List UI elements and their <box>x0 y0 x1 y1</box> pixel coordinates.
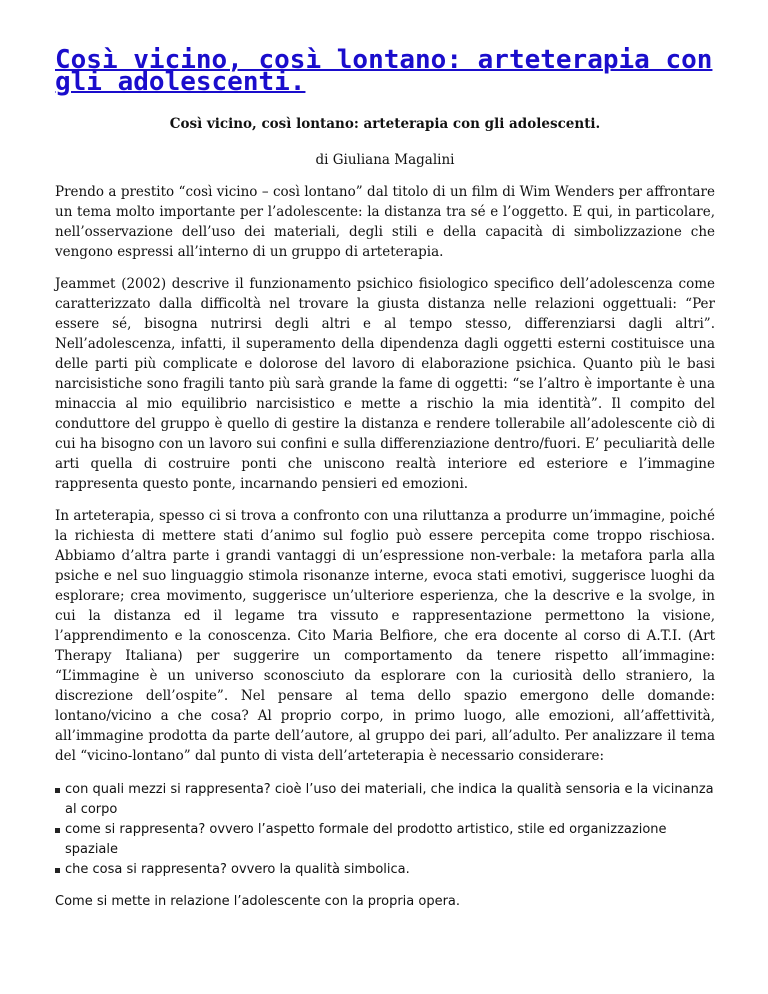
document-page <box>55 0 715 912</box>
considerations-list <box>55 780 715 880</box>
closing-paragraph: Come si mette in relazione l’adolescente con la propria opera. <box>55 894 461 909</box>
article-author: di Giuliana Magalini <box>315 152 455 168</box>
paragraph-2: Jeammet (2002) descrive il funzionamento psichico fisiologico specifico dell’adolescenza come caratterizzato dalla difficoltà nel trovare la giusta distanza nelle relazioni oggettuali: “Per essere sé, bisogna nutrirsi degli altri e al tempo stesso, differenziarsi dagli altri”. Nell’adolescenza, infatti, il superamento della dipendenza dagli oggetti esterni costituisce una delle parti più complicate e dolorose del lavoro di elaborazione psichica. Quanto più le basi narcisistiche sono fragili tanto più sarà grande la fame di oggetti: “se l’altro è importante è una minaccia al mio equilibrio narcisistico e mette a rischio la mia identità”. Il compito del conduttore del gruppo è quello di gestire la distanza e rendere tollerabile all’adolescente ciò di cui ha bisogno con un lavoro sui confini e sulla differenziazione dentro/fuori. E’ peculiarità delle arti quella di costruire ponti che uniscono realtà interiore ed esteriore e l’immagine rappresenta questo ponte, incarnando pensieri ed emozioni. <box>55 276 715 492</box>
paragraph-1: Prendo a prestito “così vicino – così lontano” dal titolo di un film di Wim Wenders per affrontare un tema molto importante per l’adolescente: la distanza tra sé e l’oggetto. E qui, in particolare, nell’osservazione dell’uso dei materiali, degli stili e della capacità di simbolizzazione che vengono espressi all’interno di un gruppo di arteterapia. <box>55 184 715 260</box>
list-item-text: che cosa si rappresenta? ovvero la qualità simbolica. <box>65 862 410 877</box>
bullet-square-icon <box>55 828 60 833</box>
page-title-link[interactable]: Così vicino, così lontano: arteterapia con gli adolescenti. <box>55 45 713 97</box>
list-item-text: con quali mezzi si rappresenta? cioè l’uso dei materiali, che indica la qualità sensoria e la vicinanza al corpo <box>65 782 714 817</box>
list-item <box>55 860 715 880</box>
list-item <box>55 780 715 820</box>
list-item-text: come si rappresenta? ovvero l’aspetto formale del prodotto artistico, stile ed organizzazione spaziale <box>65 822 667 857</box>
bullet-square-icon <box>55 788 60 793</box>
list-item <box>55 820 715 860</box>
paragraph-3: In arteterapia, spesso ci si trova a confronto con una riluttanza a produrre un’immagine, poiché la richiesta di mettere stati d’animo sul foglio può essere percepita come troppo rischiosa. Abbiamo d’altra parte i grandi vantaggi di un’espressione non-verbale: la metafora parla alla psiche e nel suo linguaggio stimola risonanze interne, evoca stati emotivi, suggerisce luoghi da esplorare; crea movimento, suggerisce un’ulteriore esperienza, che la descrive e la svolge, in cui la distanza ed il legame tra vissuto e rappresentazione permettono la visione, l’apprendimento e la conoscenza. Cito Maria Belfiore, che era docente al corso di A.T.I. (Art Therapy Italiana) per suggerire un comportamento da tenere rispetto all’immagine: “L’immagine è un universo sconosciuto da esplorare con la curiosità dello straniero, la discrezione dell’ospite”. Nel pensare al tema dello spazio emergono delle domande: lontano/vicino a che cosa? Al proprio corpo, in primo luogo, alle emozioni, all’affettività, all’immagine prodotta da parte dell’autore, al gruppo dei pari, all’adulto. Per analizzare il tema del “vicino-lontano” dal punto di vista dell’arteterapia è necessario considerare: <box>55 508 715 764</box>
bullet-square-icon <box>55 868 60 873</box>
article-subtitle: Così vicino, così lontano: arteterapia con gli adolescenti. <box>169 116 601 132</box>
